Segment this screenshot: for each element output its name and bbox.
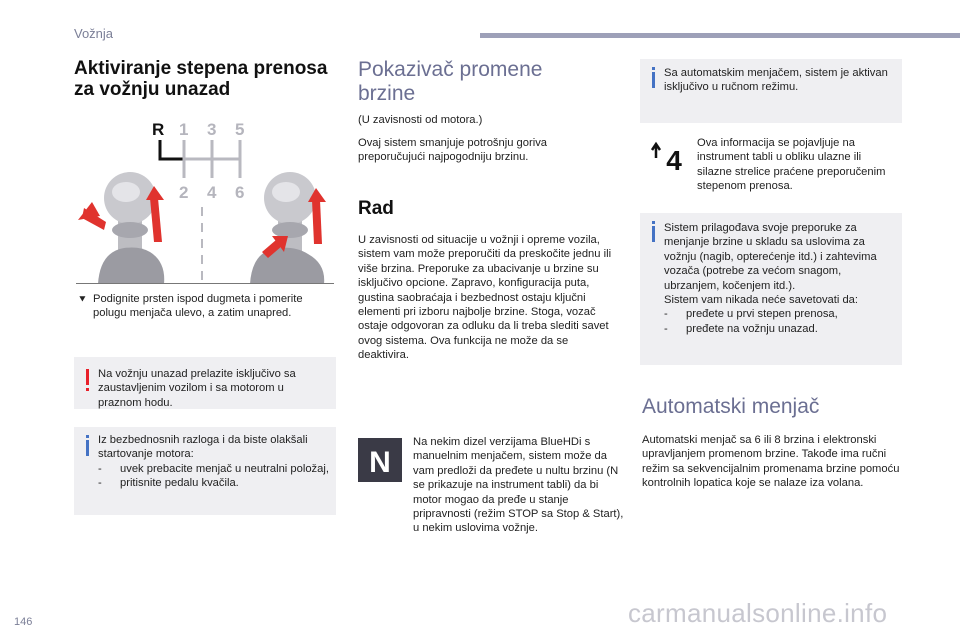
- adaptive-item: - pređete u prvi stepen prenosa,: [664, 307, 898, 321]
- section-header: Vožnja: [74, 26, 114, 41]
- illustration-baseline: [76, 283, 334, 284]
- display-info-text: Ova informacija se pojavljuje na instrument tabli u obliku ulazne ili silazne strelice praćene preporučenim stepenom prenosa.: [697, 137, 886, 193]
- gear-label-r: R: [152, 120, 165, 139]
- shift-pattern-diagram: [160, 140, 240, 284]
- info-icon-dot: [652, 221, 655, 224]
- gear-knob-left: [78, 172, 164, 284]
- diesel-text: Na nekim dizel verzijama BlueHDi s manuelnim menjačem, sistem može da vam predloži da pređete u nultu brzinu (N se prikazuje na instrument tabli) da bi motor mogao da pređe u stanje pripravnosti (režim STOP sa Stop & Start), u nekim uslovima vožnje.: [413, 436, 624, 535]
- warning-icon-dot: [86, 388, 89, 391]
- info-icon: [86, 440, 89, 456]
- gear-label-4: 4: [207, 183, 217, 202]
- adaptive-item: - pređete na vožnju unazad.: [664, 322, 898, 336]
- info-icon-dot: [652, 67, 655, 70]
- operation-heading: Rad: [358, 198, 394, 219]
- gear-label-1: 1: [179, 120, 189, 139]
- gear-indicator-heading: Pokazivač promene brzine: [358, 58, 543, 105]
- instruction-text: Podignite prsten ispod dugmeta i pomerite polugu menjača ulevo, a zatim unapred.: [93, 293, 303, 320]
- info-safety-item: - pritisnite pedalu kvačila.: [98, 476, 332, 490]
- automatic-gearbox-heading: Automatski menjač: [642, 395, 820, 418]
- upshift-arrow-gear-icon: [648, 140, 688, 180]
- info-box-safety: [74, 427, 336, 515]
- gear-knob-right: [250, 172, 326, 284]
- info-safety-item: - uvek prebacite menjač u neutralni položaj,: [98, 462, 332, 476]
- info-icon: [652, 72, 655, 88]
- recommended-gear-glyph: 4: [666, 145, 682, 176]
- info-icon: [652, 226, 655, 242]
- adaptive-never: Sistem vam nikada neće savetovati da:: [664, 294, 859, 307]
- page-number: 146: [14, 616, 33, 628]
- gear-label-5: 5: [235, 120, 245, 139]
- gear-label-2: 2: [179, 183, 189, 202]
- warning-text: Na vožnju unazad prelazite isključivo sa zaustavljenim vozilom i sa motorom u praznom hodu.: [98, 368, 296, 409]
- indicator-intro: Ovaj sistem smanjuje potrošnju goriva preporučujući najpogodniju brzinu.: [358, 137, 548, 164]
- watermark: carmanualsonline.info: [628, 598, 888, 628]
- neutral-glyph: N: [369, 446, 391, 479]
- header-rule: [480, 33, 960, 38]
- gear-shift-illustration: [76, 112, 334, 284]
- automatic-gearbox-text: Automatski menjač sa 6 ili 8 brzina i elektronski upravljanjem promenom brzine. Takođe ima ručni režim sa sekvencijalnim promenama brzine pomoću kontrolnih lopatica koje se nalaze iza volana.: [642, 434, 900, 490]
- indicator-subtitle: (U zavisnosti od motora.): [358, 114, 483, 126]
- warning-box: [74, 357, 336, 409]
- info-safety-intro: Iz bezbednosnih razloga i da biste olakšali startovanje motora:: [98, 434, 308, 461]
- adaptive-intro: Sistem prilagođava svoje preporuke za menjanje brzine u skladu sa uslovima za vožnju (nagib, opterećenje itd.) i zahtevima vozača (potrebe za većom snagom, ubrzanjem, kočenjem itd.).: [664, 222, 877, 292]
- neutral-gear-icon: [358, 438, 402, 482]
- info-icon-dot: [86, 435, 89, 438]
- gear-label-3: 3: [207, 120, 217, 139]
- automatic-info-text: Sa automatskim menjačem, sistem je aktivan isključivo u ručnom režimu.: [664, 67, 888, 94]
- info-box-adaptive: [640, 213, 902, 365]
- operation-text: U zavisnosti od situacije u vožnji i opreme vozila, sistem vam može preporučiti da preskočite jednu ili više brzina. Preporuke za ubacivanje u brzine su isključivo opcione. Zapravo, konfiguracija puta, gustina saobraćaja i bezbednost ostaju ključni elementi pri izboru najbolje brzine. Stoga, vozač ostaje odgovoran za odluku da li treba slediti savet ovog sistema. Ova funkcija ne može da se deaktivira.: [358, 234, 612, 362]
- reverse-gear-heading: Aktiviranje stepena prenosa za vožnju unazad: [74, 58, 328, 100]
- gear-label-6: 6: [235, 183, 245, 202]
- warning-icon: [86, 369, 89, 385]
- info-box-automatic: [640, 59, 902, 123]
- bullet-arrow-icon: ⯆: [78, 294, 87, 306]
